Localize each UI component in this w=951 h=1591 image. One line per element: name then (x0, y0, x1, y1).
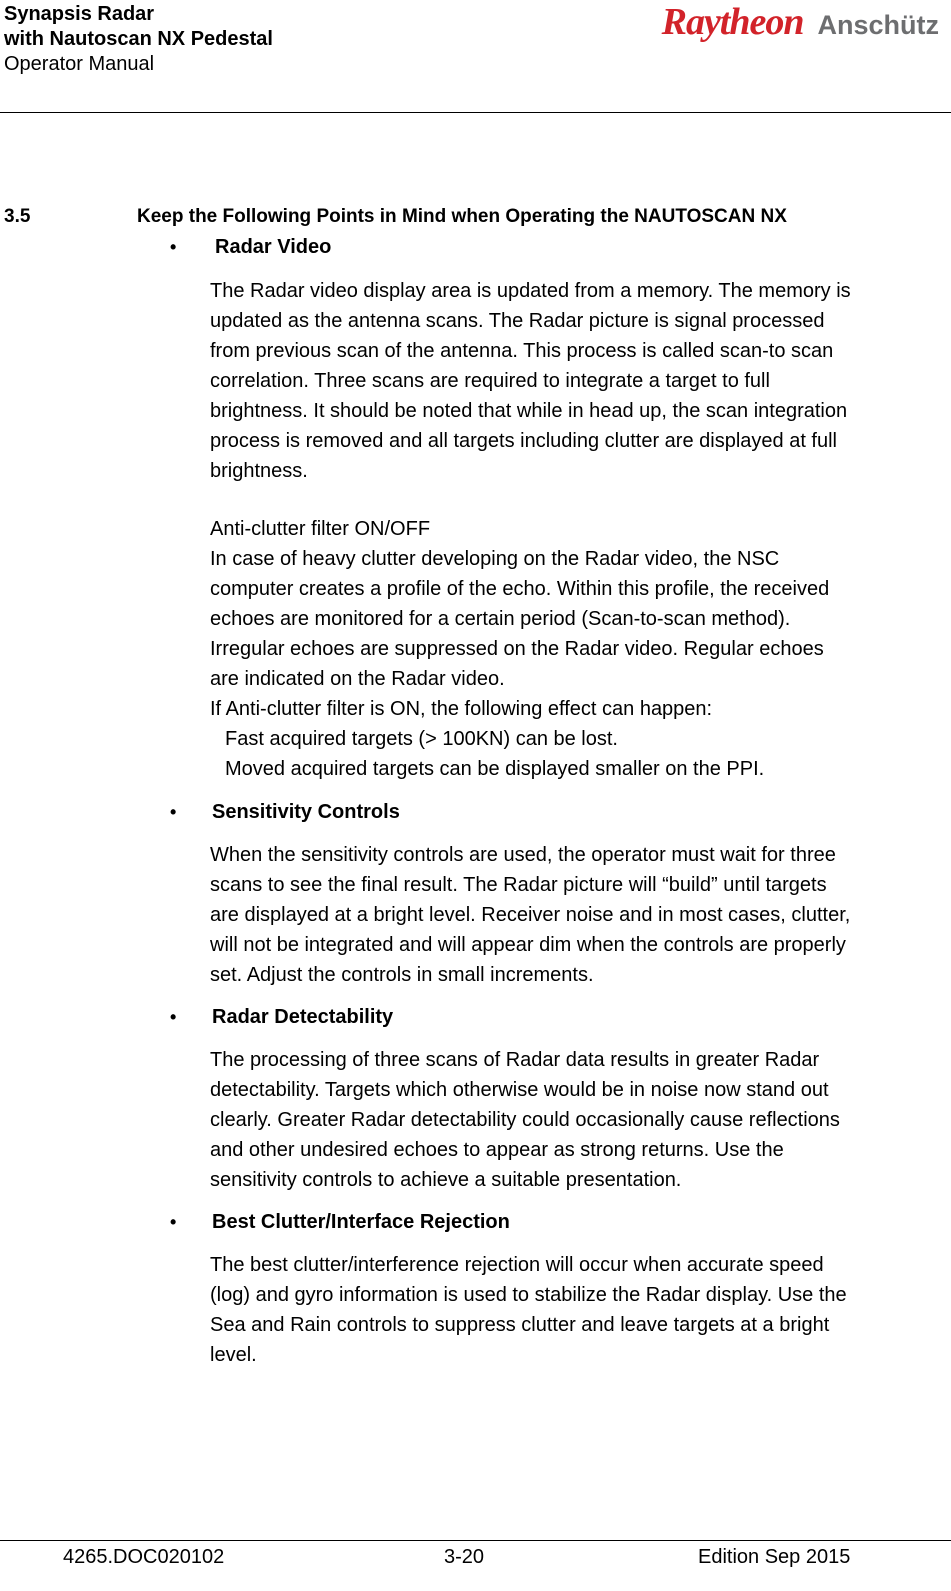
text-line: scans to see the final result. The Radar picture will “build” until targets (210, 874, 827, 896)
bullet-icon: • (170, 802, 177, 822)
logo-anschutz-text: Anschütz (817, 10, 939, 40)
text-line: The best clutter/interference rejection will occur when accurate speed (210, 1254, 824, 1276)
text-line: echoes are monitored for a certain period (Scan-to-scan method). (210, 608, 791, 630)
text-line: will not be integrated and will appear dim when the controls are properly (210, 934, 846, 956)
text-line: updated as the antenna scans. The Radar picture is signal processed (210, 310, 825, 332)
text-line: set. Adjust the controls in small increments. (210, 964, 594, 986)
text-line: are displayed at a bright level. Receiver noise and in most cases, clutter, (210, 904, 851, 926)
footer-page-number: 3-20 (444, 1546, 485, 1568)
text-line: Irregular echoes are suppressed on the Radar video. Regular echoes (210, 638, 824, 660)
footer-edition: Edition Sep 2015 (698, 1546, 851, 1568)
text-line: detectability. Targets which otherwise would be in noise now stand out (210, 1079, 829, 1101)
doc-title-line1: Synapsis Radar (4, 3, 155, 25)
text-line: computer creates a profile of the echo. Within this profile, the received (210, 578, 830, 600)
bullet-heading: Radar Video (215, 236, 332, 258)
header-divider (0, 112, 951, 113)
text-line: clearly. Greater Radar detectability could occasionally cause reflections (210, 1109, 840, 1131)
text-line: In case of heavy clutter developing on the Radar video, the NSC (210, 548, 780, 570)
detectability-paragraph (210, 1045, 950, 1195)
anti-clutter-paragraph (210, 514, 950, 784)
section-number: 3.5 (4, 206, 31, 227)
text-line: are indicated on the Radar video. (210, 668, 505, 690)
text-line: (log) and gyro information is used to stabilize the Radar display. Use the (210, 1284, 847, 1306)
doc-title-line2: with Nautoscan NX Pedestal (4, 28, 273, 50)
footer-doc-id: 4265.DOC020102 (63, 1546, 225, 1568)
text-line: If Anti-clutter filter is ON, the following effect can happen: (210, 698, 713, 720)
text-line: Sea and Rain controls to suppress clutter and leave targets at a bright (210, 1314, 830, 1336)
radar-video-paragraph (210, 276, 950, 486)
text-line: The Radar video display area is updated from a memory. The memory is (210, 280, 851, 302)
text-line: level. (210, 1344, 257, 1366)
footer-divider (0, 1540, 951, 1541)
bullet-heading: Sensitivity Controls (212, 801, 400, 823)
document-header (4, 2, 273, 77)
text-line: brightness. (210, 460, 308, 482)
bullet-icon: • (170, 237, 177, 257)
text-line: brightness. It should be noted that while in head up, the scan integration (210, 400, 848, 422)
text-line: sensitivity controls to achieve a suitable presentation. (210, 1169, 682, 1191)
bullet-heading: Radar Detectability (212, 1006, 394, 1028)
text-line: correlation. Three scans are required to integrate a target to full (210, 370, 770, 392)
bullet-heading: Best Clutter/Interface Rejection (212, 1211, 510, 1233)
bullet-icon: • (170, 1212, 177, 1232)
clutter-rejection-paragraph (210, 1250, 950, 1370)
text-line: Anti-clutter filter ON/OFF (210, 518, 431, 540)
sensitivity-paragraph (210, 840, 950, 990)
bullet-icon: • (170, 1007, 177, 1027)
logo-raytheon-text: Raytheon (661, 1, 804, 43)
raytheon-anschutz-logo (662, 0, 939, 44)
text-line: Fast acquired targets (> 100KN) can be lost. (225, 728, 618, 750)
text-line: The processing of three scans of Radar data results in greater Radar (210, 1049, 820, 1071)
text-line: When the sensitivity controls are used, the operator must wait for three (210, 844, 836, 866)
section-title: Keep the Following Points in Mind when Operating the NAUTOSCAN NX (137, 206, 787, 227)
text-line: process is removed and all targets including clutter are displayed at full (210, 430, 837, 452)
text-line: from previous scan of the antenna. This process is called scan-to scan (210, 340, 834, 362)
text-line: and other undesired echoes to appear as strong returns. Use the (210, 1139, 784, 1161)
text-line: Moved acquired targets can be displayed smaller on the PPI. (225, 758, 765, 780)
doc-subtitle: Operator Manual (4, 53, 155, 75)
